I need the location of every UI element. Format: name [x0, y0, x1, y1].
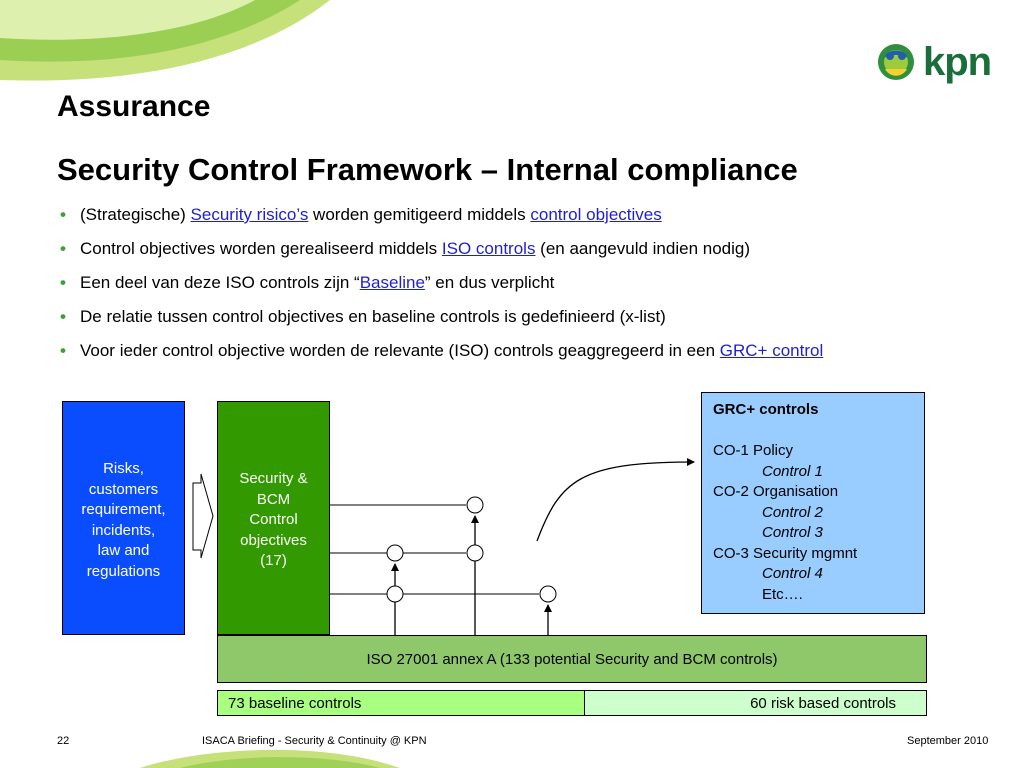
- footer-date: September 2010: [907, 735, 989, 747]
- bullet-text: Control objectives worden gerealiseerd middels: [80, 239, 442, 258]
- footer-page-number: 22: [57, 735, 70, 747]
- box-text-line: requirement,: [81, 501, 166, 518]
- bullet-text: (Strategische): [80, 205, 191, 224]
- box-text-line: BCM: [256, 490, 291, 508]
- risk-based-controls-bar: 60 risk based controls: [584, 690, 927, 716]
- bullet-icon: •: [60, 205, 66, 224]
- grc-objective: CO-3 Security mgmnt: [713, 544, 858, 562]
- grc-control: Control 4: [762, 565, 823, 582]
- page-heading: Assurance: [57, 90, 211, 123]
- bullet-text: ” en dus verplicht: [424, 273, 555, 292]
- footer-title: ISACA Briefing - Security & Continuity @ KPN: [202, 735, 427, 747]
- bullet-icon: •: [60, 341, 66, 360]
- box-text-line: law and: [97, 542, 150, 559]
- bullet-icon: •: [60, 307, 66, 326]
- grc-item-list: [713, 441, 924, 605]
- box-text-line: incidents,: [91, 521, 156, 539]
- security-objectives-box: [217, 401, 330, 635]
- box-text-line: regulations: [86, 562, 161, 580]
- iso-annex-bar: ISO 27001 annex A (133 potential Security and BCM controls): [217, 635, 927, 683]
- bullet-text: Een deel van deze ISO controls zijn “: [80, 273, 360, 292]
- bullet-text: De relatie tussen control objectives en baseline controls is gedefinieerd (x-list): [80, 307, 666, 326]
- bullet-link[interactable]: ISO controls: [441, 239, 536, 258]
- kpn-logo-text: kpn: [923, 40, 992, 84]
- box-text-line: Control: [249, 511, 298, 528]
- bullet-text: worden gemitigeerd middels: [308, 205, 531, 224]
- grc-control: Control 3: [762, 524, 823, 541]
- bullet-icon: •: [60, 273, 66, 292]
- grc-objective: CO-1 Policy: [713, 442, 794, 459]
- bullet-link[interactable]: Security risico’s: [190, 205, 309, 224]
- box-text-line: Risks,: [103, 460, 144, 477]
- bullet-link[interactable]: control objectives: [530, 205, 662, 224]
- bullet-text: Voor ieder control objective worden de relevante (ISO) controls geaggregeerd in een: [80, 341, 720, 360]
- bullet-text: (en aangevuld indien nodig): [535, 239, 751, 258]
- box-text-line: (17): [260, 552, 287, 569]
- baseline-controls-bar: 73 baseline controls: [217, 690, 585, 716]
- grc-control: Control 2: [762, 503, 823, 521]
- grc-objective: CO-2 Organisation: [713, 483, 839, 500]
- grc-controls-box: [701, 392, 925, 614]
- bullet-link[interactable]: GRC+ control: [719, 341, 824, 360]
- grc-control: Control 1: [762, 462, 823, 480]
- bullet-link[interactable]: Baseline: [359, 273, 425, 292]
- box-text-line: Security &: [239, 470, 308, 487]
- grc-etc: Etc….: [762, 585, 803, 603]
- box-text-line: customers: [88, 480, 159, 498]
- bullet-icon: •: [60, 239, 66, 258]
- grc-title: GRC+ controls: [713, 401, 819, 418]
- box-text-line: objectives: [240, 531, 307, 549]
- page-subheading: Security Control Framework – Internal compliance: [57, 152, 798, 187]
